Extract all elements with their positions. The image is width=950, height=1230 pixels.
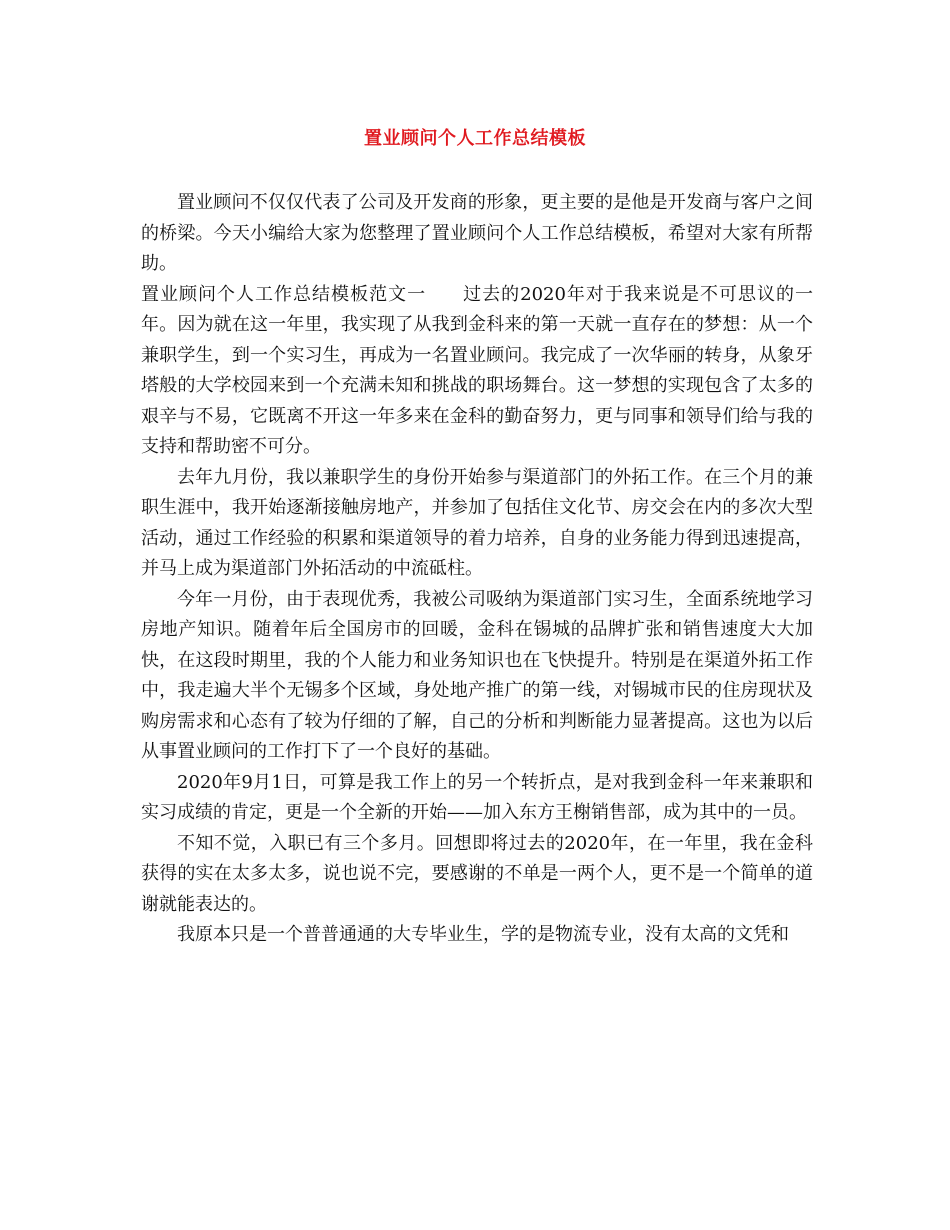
section-paragraph: [141, 280, 813, 463]
intro-paragraph: 置业顾问不仅仅代表了公司及开发商的形象，更主要的是他是开发商与客户之间的桥梁。今天小编给大家为您整理了置业顾问个人工作总结模板，希望对大家有所帮助。: [141, 192, 813, 274]
body-paragraph: 2020年9月1日，可算是我工作上的另一个转折点，是对我到金科一年来兼职和实习成绩的肯定，更是一个全新的开始——加入东方王榭销售部，成为其中的一员。: [141, 771, 813, 823]
body-paragraph: 今年一月份，由于表现优秀，我被公司吸纳为渠道部门实习生，全面系统地学习房地产知识。随着年后全国房市的回暖，金科在锡城的品牌扩张和销售速度大大加快，在这段时期里，我的个人能力和业务知识也在飞快提升。特别是在渠道外拓工作中，我走遍大半个无锡多个区域，身处地产推广的第一线，对锡城市民的住房现状及购房需求和心态有了较为仔细的了解，自己的分析和判断能力显著提高。这也为以后从事置业顾问的工作打下了一个良好的基础。: [141, 588, 813, 762]
section-first-paragraph: 过去的2020年对于我来说是不可思议的一年。因为就在这一年里，我实现了从我到金科来的第一天就一直存在的梦想：从一个兼职学生，到一个实习生，再成为一名置业顾问。我完成了一次华丽的转身，从象牙塔般的大学校园来到一个充满未知和挑战的职场舞台。这一梦想的实现包含了太多的艰辛与不易，它既离不开这一年多来在金科的勤奋努力，更与同事和领导们给与我的支持和帮助密不可分。: [141, 283, 814, 457]
document-body: [141, 188, 813, 951]
body-paragraph: 去年九月份，我以兼职学生的身份开始参与渠道部门的外拓工作。在三个月的兼职生涯中，我开始逐渐接触房地产，并参加了包括住文化节、房交会在内的多次大型活动，通过工作经验的积累和渠道领导的着力培养，自身的业务能力得到迅速提高，并马上成为渠道部门外拓活动的中流砥柱。: [141, 466, 813, 579]
body-paragraph: 不知不觉，入职已有三个多月。回想即将过去的2020年，在一年里，我在金科获得的实在太多太多，说也说不完，要感谢的不单是一两个人，更不是一个简单的道谢就能表达的。: [141, 832, 813, 915]
document-title: 置业顾问个人工作总结模板: [364, 128, 586, 149]
body-paragraph: 我原本只是一个普普通通的大专毕业生，学的是物流专业，没有太高的文凭和: [177, 924, 789, 945]
section-heading: 置业顾问个人工作总结模板范文一: [141, 283, 427, 305]
